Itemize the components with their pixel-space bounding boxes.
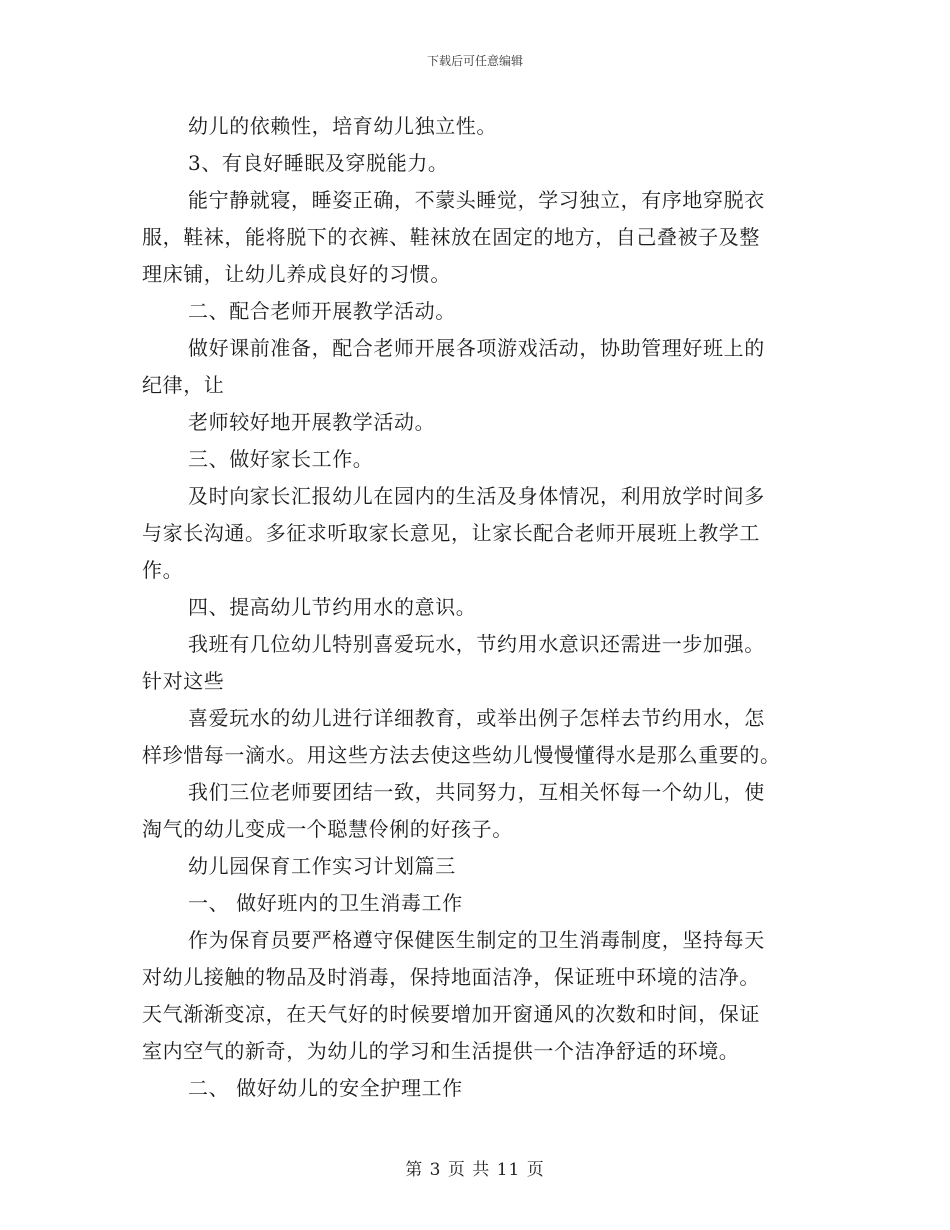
text-line: 天气渐渐变凉，在天气好的时候要增加开窗通风的次数和时间，保证 bbox=[142, 1002, 760, 1026]
text-line: 老师较好地开展教学活动。 bbox=[188, 410, 436, 434]
text-line: 对幼儿接触的物品及时消毒，保持地面洁净，保证班中环境的洁净。 bbox=[142, 965, 760, 989]
text-line: 淘气的幼儿变成一个聪慧伶俐的好孩子。 bbox=[142, 817, 513, 841]
section-heading: 一、 做好班内的卫生消毒工作 bbox=[188, 891, 463, 915]
text-line: 理床铺，让幼儿养成良好的习惯。 bbox=[142, 262, 451, 286]
text-line: 服，鞋袜，能将脱下的衣裤、鞋袜放在固定的地方，自己叠被子及整 bbox=[142, 225, 760, 249]
text-line: 与家长沟通。多征求听取家长意见，让家长配合老师开展班上教学工 bbox=[142, 521, 760, 545]
text-line: 样珍惜每一滴水。用这些方法去使这些幼儿慢慢懂得水是那么重要的。 bbox=[142, 743, 781, 767]
section-title: 幼儿园保育工作实习计划篇三 bbox=[188, 854, 456, 878]
text-line: 幼儿的依赖性，培育幼儿独立性。 bbox=[188, 114, 497, 138]
text-line: 我班有几位幼儿特别喜爱玩水，节约用水意识还需进一步加强。 bbox=[188, 632, 765, 656]
text-line: 纪律，让 bbox=[142, 373, 225, 397]
text-line: 能宁静就寝，睡姿正确，不蒙头睡觉，学习独立，有序地穿脱衣 bbox=[188, 188, 765, 212]
page-header: 下载后可任意编辑 bbox=[426, 54, 523, 68]
text-line: 喜爱玩水的幼儿进行详细教育，或举出例子怎样去节约用水，怎 bbox=[188, 706, 765, 730]
text-line: 针对这些 bbox=[142, 669, 225, 693]
section-heading: 三、做好家长工作。 bbox=[188, 447, 374, 471]
text-line: 及时向家长汇报幼儿在园内的生活及身体情况，利用放学时间多 bbox=[188, 484, 765, 508]
text-line: 作为保育员要严格遵守保健医生制定的卫生消毒制度，坚持每天 bbox=[188, 928, 765, 952]
text-line: 我们三位老师要团结一致，共同努力，互相关怀每一个幼儿，使 bbox=[188, 780, 765, 804]
page-footer: 第 3 页 共 11 页 bbox=[405, 1160, 545, 1180]
text-line: 3、有良好睡眠及穿脱能力。 bbox=[188, 151, 449, 175]
text-line: 室内空气的新奇，为幼儿的学习和生活提供一个洁净舒适的环境。 bbox=[142, 1039, 740, 1063]
document-body bbox=[142, 108, 822, 1107]
text-line: 作。 bbox=[142, 558, 184, 582]
section-heading: 四、提高幼儿节约用水的意识。 bbox=[188, 595, 477, 619]
section-heading: 二、配合老师开展教学活动。 bbox=[188, 299, 456, 323]
section-heading: 二、 做好幼儿的安全护理工作 bbox=[188, 1076, 463, 1100]
text-line: 做好课前准备，配合老师开展各项游戏活动，协助管理好班上的 bbox=[188, 336, 765, 360]
